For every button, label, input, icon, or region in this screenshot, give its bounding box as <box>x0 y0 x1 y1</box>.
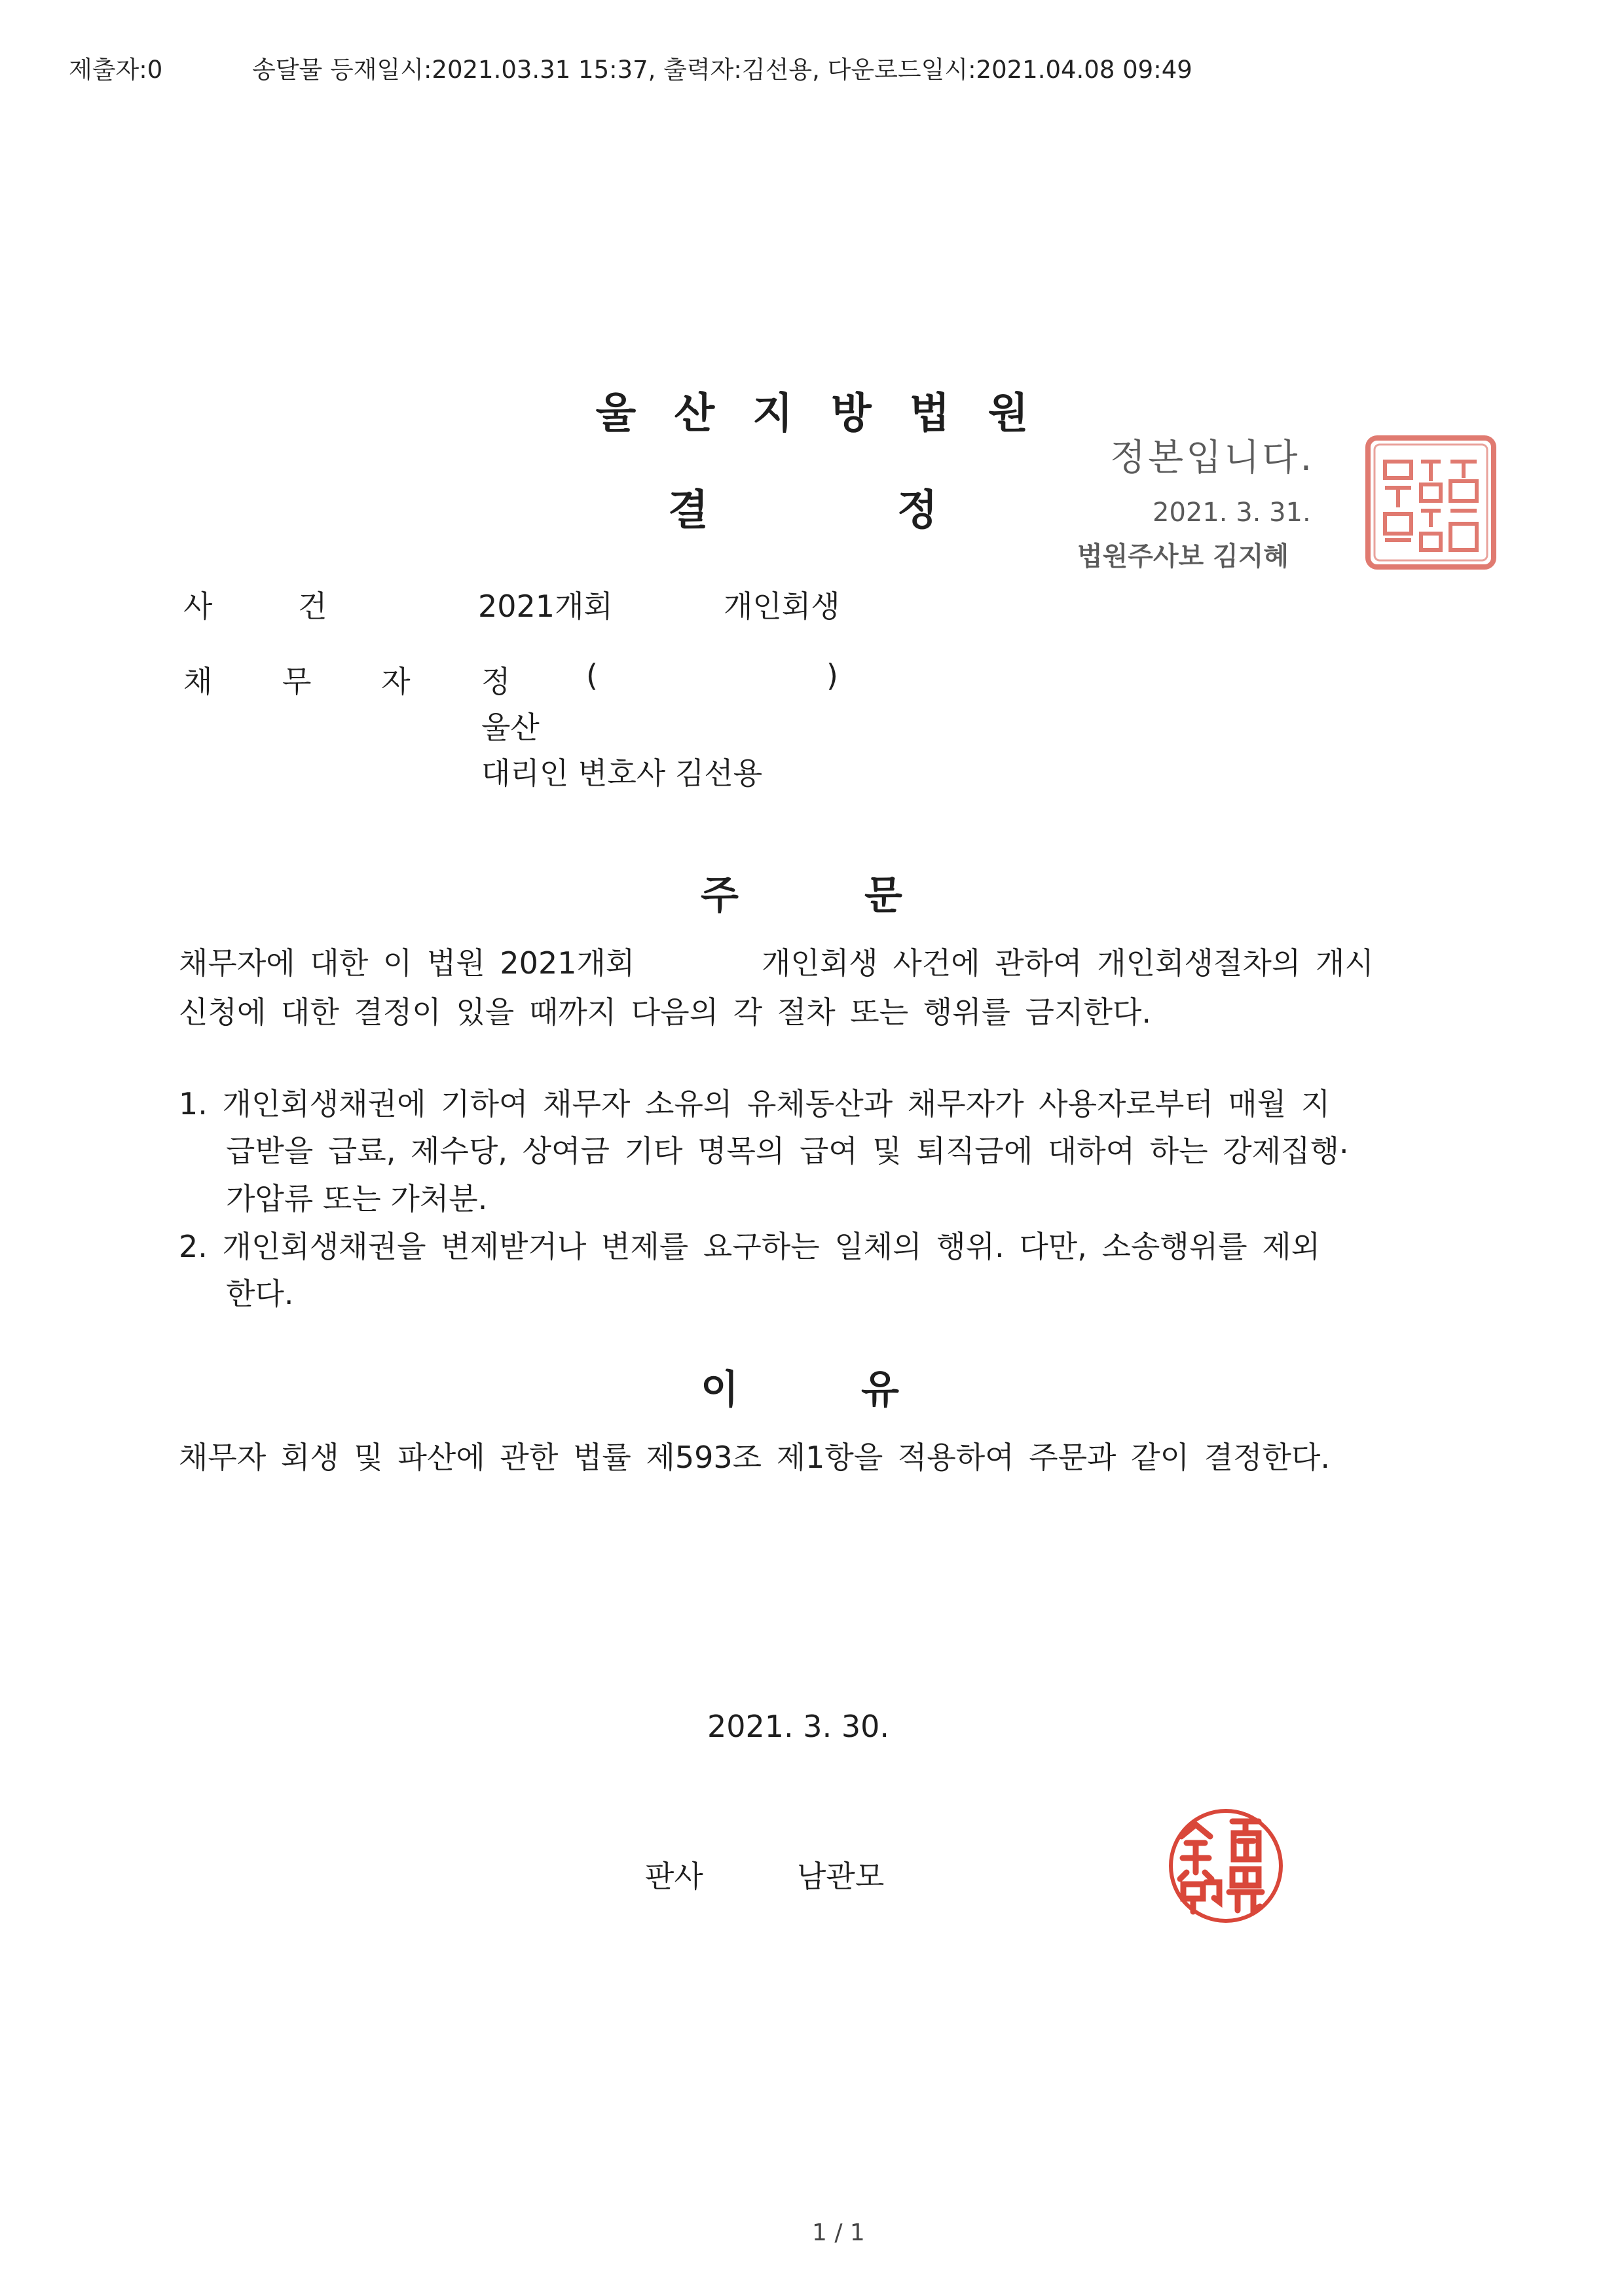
reason-heading-part2: 유 <box>861 1367 899 1413</box>
reason-heading-part1: 이 <box>701 1367 739 1413</box>
debtor-id-close-paren: ) <box>826 658 838 693</box>
debtor-id-open-paren: ( <box>586 658 598 693</box>
reason-text: 채무자 회생 및 파산에 관한 법률 제593조 제1항을 적용하여 주문과 같이 결정한다. <box>179 1440 1331 1475</box>
order-item2-line2: 한다. <box>226 1276 294 1311</box>
order-item1-line3: 가압류 또는 가처분. <box>226 1181 488 1216</box>
debtor-label: 채 무 자 <box>183 664 441 699</box>
order-intro-line1b: 개인회생 사건에 관하여 개인회생절차의 개시 <box>762 945 1374 981</box>
transmission-info: 송달물 등재일시:2021.03.31 15:37, 출력자:김선용, 다운로드일시:2021.04.08 09:49 <box>252 56 1192 84</box>
court-clerk-seal <box>1365 435 1496 570</box>
case-label: 사 건 <box>183 589 365 624</box>
order-intro-line1a: 채무자에 대한 이 법원 2021개회 <box>179 945 635 981</box>
order-item1-line1: 1. 개인회생채권에 기하여 채무자 소유의 유체동산과 채무자가 사용자로부터 매월 지 <box>179 1086 1331 1121</box>
decision-title-part2: 정 <box>897 486 938 535</box>
debtor-address: 울산 <box>481 710 540 745</box>
judge-seal <box>1167 1807 1285 1925</box>
certified-copy-text: 정본입니다. <box>1110 437 1315 479</box>
order-item1-line2: 급받을 급료, 제수당, 상여금 기타 명목의 급여 및 퇴직금에 대하여 하는 강제집행· <box>226 1133 1349 1169</box>
page-number: 1 / 1 <box>812 2219 865 2246</box>
court-name: 울산지방법원 <box>595 390 1067 438</box>
judge-name: 남관모 <box>797 1859 885 1894</box>
decision-date: 2021. 3. 30. <box>707 1709 889 1744</box>
case-number: 2021개회 <box>478 589 613 624</box>
order-intro-line2: 신청에 대한 결정이 있을 때까지 다음의 각 절차 또는 행위를 금지한다. <box>179 994 1152 1030</box>
order-item2-line1: 2. 개인회생채권을 변제받거나 변제를 요구하는 일체의 행위. 다만, 소송행위를 제외 <box>179 1229 1321 1264</box>
debtor-name: 정 <box>481 664 511 699</box>
order-heading-part1: 주 <box>701 873 739 919</box>
judge-title: 판사 <box>645 1859 703 1894</box>
decision-title-part1: 결 <box>668 486 709 535</box>
order-heading-part2: 문 <box>864 873 902 919</box>
case-type: 개인회생 <box>724 589 840 624</box>
certification-clerk: 법원주사보 김지혜 <box>1077 541 1289 572</box>
submitter-label: 제출자:0 <box>69 56 163 84</box>
certification-date: 2021. 3. 31. <box>1153 498 1311 528</box>
debtor-agent: 대리인 변호사 김선용 <box>481 756 763 791</box>
